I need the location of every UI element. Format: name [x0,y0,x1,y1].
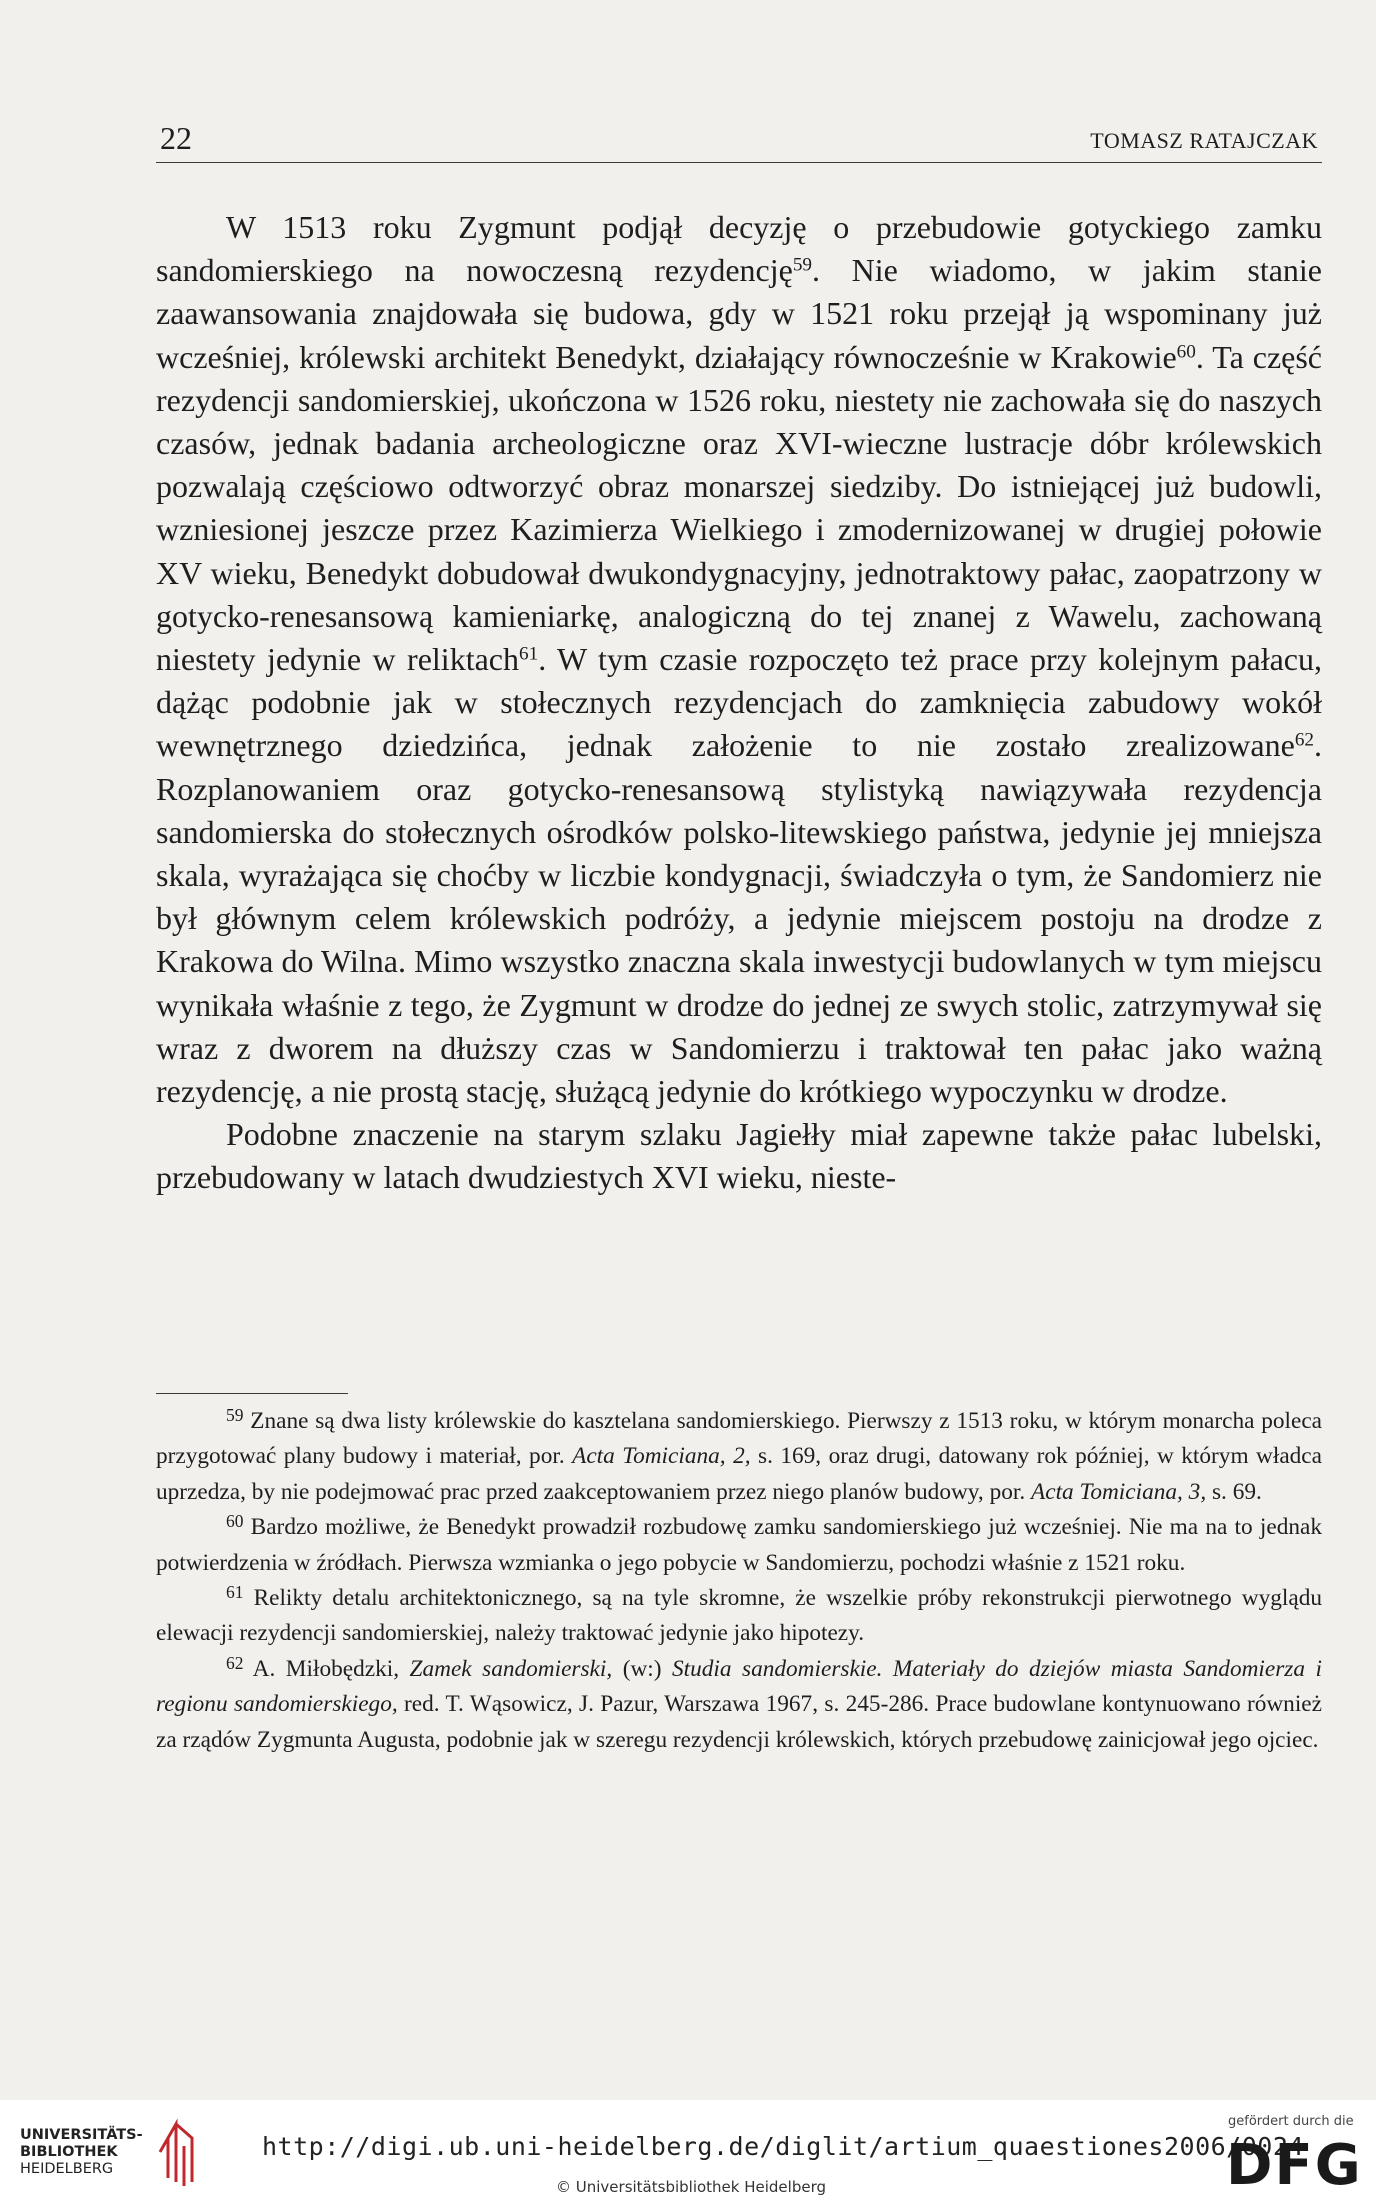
library-name [20,2127,143,2178]
paragraph-text: . Rozplanowaniem oraz gotycko-renesansową stylistyką nawiązywała rezydencja sandomierska do stołecznych ośrodków polsko-litewskiego państwa, jedynie jej mniejsza skala, wyrażająca się choćby w liczbie kondygnacji, świadczyła o tym, że Sandomierz nie był głównym celem królewskich podróży, a jedynie miejscem postoju na drodze z Krakowa do Wilna. Mimo wszystko znaczna skala inwestycji budowlanych w tym miejscu wynikała właśnie z tego, że Zygmunt w drodze do jednej ze swych stolic, zatrzymywał się wraz z dworem na dłuższy czas w Sandomierzu i traktował ten pałac jako ważną rezydencję, a nie prostą stację, służącą jedynie do krótkiego wypoczynku w drodze. [156,727,1322,1110]
library-name-line: HEIDELBERG [20,2161,114,2177]
library-name-line: UNIVERSITÄTS- [20,2127,143,2143]
paragraph-text: . W tym czasie rozpoczęto też prace przy kolejnym pałacu, dążąc podobnie jak w stołecznych rezydencjach do zamknięcia zabudowy wokół wewnętrznego dziedzińca, jednak założenie to nie zostało zrealizowane [156,641,1323,764]
footnote-italic: Acta Tomiciana, 3, [1031,1478,1207,1505]
dfg-logo[interactable]: DFG [1226,2133,1363,2198]
footnote-number: 60 [226,1511,244,1532]
footnote-60 [156,1510,1322,1581]
main-text [156,206,1322,1200]
footnote-number: 62 [226,1652,244,1673]
footnote-ref-59[interactable]: 59 [792,254,813,276]
paragraph-text: . Ta część rezydencji sandomierskiej, ukończona w 1526 roku, niestety nie zachowała się do naszych czasów, jednak badania archeologiczne oraz XVI-wieczne lustracje dóbr królewskich pozwalają częściowo odtworzyć obraz monarszej siedziby. Do istniejącej już budowli, wzniesionej jeszcze przez Kazimierza Wielkiego i zmodernizowanej w drugiej połowie XV wieku, Benedykt dobudował dwukondygnacyjny, jednotraktowy pałac, zaopatrzony w gotycko-renesansową kamieniarkę, analogiczną do tej znanej z Wawelu, zachowaną niestety jedynie w reliktach [156,338,1323,678]
footnote-61 [156,1581,1322,1652]
footnote-text: s. 69. [1206,1478,1262,1505]
footnote-ref-62[interactable]: 62 [1294,729,1314,751]
viewer-footer [0,2100,1376,2206]
footnotes [156,1404,1322,1758]
footnote-italic: Studia sandomierskie. Materiały do dziejów miasta Sandomierza i regionu sandomierskiego, [156,1655,1322,1718]
copyright-notice: © Universitätsbibliothek Heidelberg [556,2178,827,2196]
footnote-59 [156,1404,1322,1510]
page-header [156,118,1322,163]
footnote-italic: Acta Tomiciana, 2, [572,1443,751,1470]
footnote-62 [156,1652,1322,1758]
footnote-text: red. T. Wąsowicz, J. Pazur, Warszawa 1967, s. 245-286. Prace budowlane kontynuowano również za rządów Zygmunta Augusta, podobnie jak w szeregu rezydencji królewskich, których przebudowę zainicjował jego ojciec. [156,1691,1322,1753]
running-head: TOMASZ RATAJCZAK [1090,128,1318,153]
footnote-text: s. 169, oraz drugi, datowany rok później, w którym władca uprzedza, by nie podejmować prac przed zaakceptowaniem przez niego planów budowy, por. [156,1443,1322,1505]
paragraph-2: Podobne znaczenie na starym szlaku Jagiełły miał zapewne także pałac lubelski, przebudowany w latach dwudziestych XVI wieku, nieste- [156,1116,1322,1196]
footnote-ref-60[interactable]: 60 [1176,341,1196,363]
funding-caption: gefördert durch die [1228,2114,1354,2129]
footnote-ref-61[interactable]: 61 [519,643,539,665]
footnote-text: (w:) [612,1655,672,1682]
paragraph-1 [156,206,1322,1113]
paragraph-text: . Nie wiadomo, w jakim stanie zaawansowania znajdowała się budowa, gdy w 1521 roku przejął ją wspominany już wcześniej, królewski architekt Benedykt, działający równocześnie w Krakowie [156,252,1323,375]
page-number: 22 [160,120,192,156]
footnote-text: Relikty detalu architektonicznego, są na tyle skromne, że wszelkie próby rekonstrukcji pierwotnego wyglądu elewacji rezydencji sandomierskiej, należy traktować jedynie jako hipotezy. [156,1585,1322,1647]
footnote-number: 61 [226,1582,244,1603]
footnote-text: Znane są dwa listy królewskie do kasztelana sandomierskiego. Pierwszy z 1513 roku, w którym monarcha poleca przygotować plany budowy i materiał, por. [156,1408,1322,1470]
footnote-text: Bardzo możliwe, że Benedykt prowadził rozbudowę zamku sandomierskiego już wcześniej. Nie ma na to jednak potwierdzenia w źródłach. Pierwsza wzmianka o jego pobycie w Sandomierzu, pochodzi właśnie z 1521 roku. [156,1514,1322,1576]
footnote-number: 59 [226,1405,244,1426]
footnote-italic: Zamek sandomierski, [409,1655,613,1682]
permalink-url[interactable]: http://digi.ub.uni-heidelberg.de/diglit/artium_quaestiones2006/0024 [262,2132,1304,2161]
paragraph-text: W 1513 roku Zygmunt podjął decyzję o przebudowie gotyckiego zamku sandomierskiego na nowoczesną rezydencję [156,209,1322,289]
footnote-divider [156,1393,348,1394]
library-logo[interactable] [20,2118,200,2188]
library-emblem-icon [156,2118,202,2188]
footnote-text: A. Miłobędzki, [243,1655,410,1682]
library-name-line: BIBLIOTHEK [20,2144,118,2160]
